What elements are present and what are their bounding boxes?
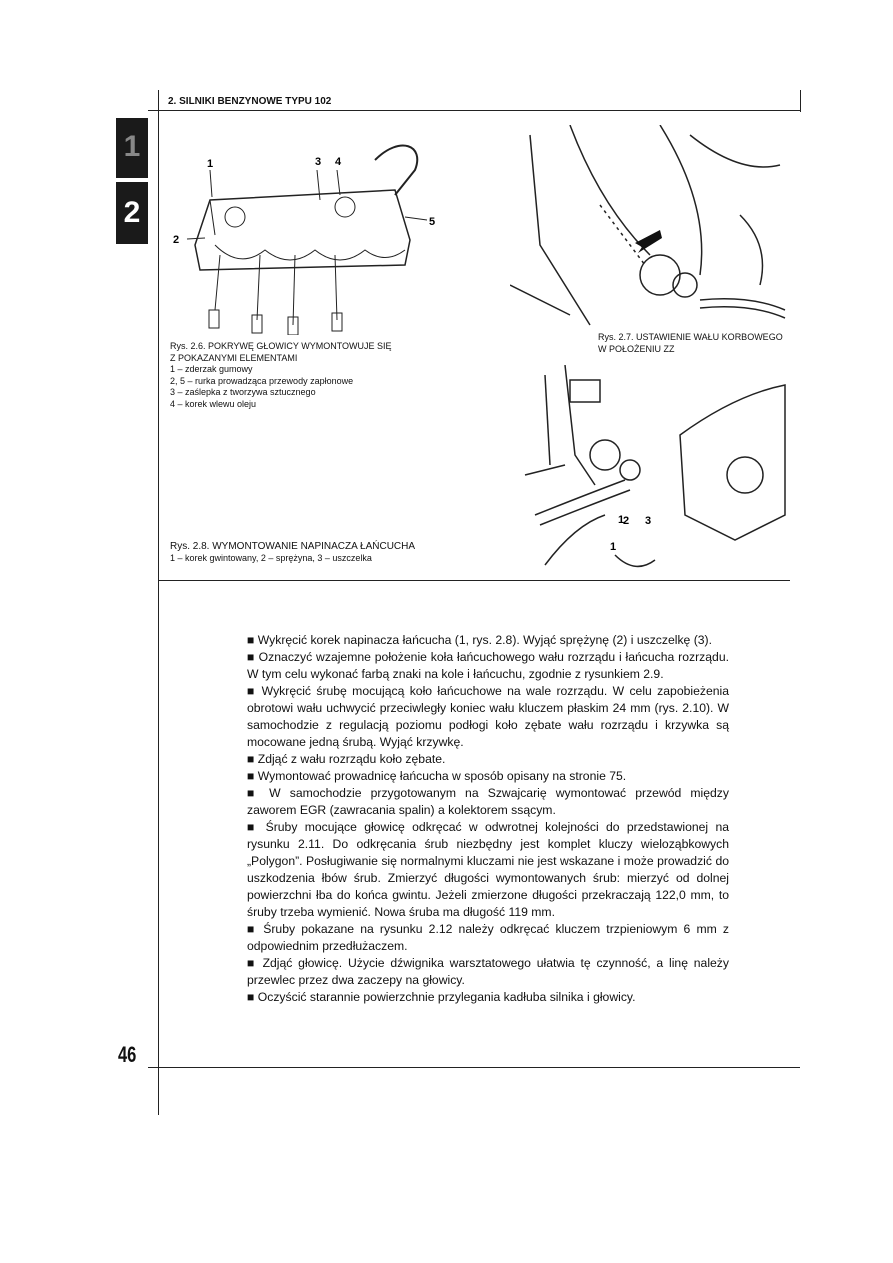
caption-legend-item: 3 – zaślepka z tworzywa sztucznego: [170, 387, 316, 397]
header-rule: [148, 110, 800, 111]
fig-label: 1: [207, 158, 214, 170]
instruction-paragraph: ■ Zdjąć z wału rozrządu koło zębate.: [247, 752, 446, 766]
figure-2-6-caption: [170, 341, 392, 410]
instruction-paragraph: ■ Śruby pokazane na rysunku 2.12 należy odkręcać kluczem trzpieniowym 6 mm z odpowiednim przedłużaczem.: [247, 922, 729, 953]
caption-legend-item: 4 – korek wlewu oleju: [170, 398, 257, 409]
header-right-tick: [800, 90, 801, 112]
left-margin-line: [158, 90, 159, 1115]
instruction-paragraph: ■ W samochodzie przygotowanym na Szwajcarię wymontować przewód między zaworem EGR (zawracania spalin) a kolektorem ssącym.: [247, 786, 729, 817]
caption-title: Rys. 2.8. WYMONTOWANIE NAPINACZA ŁAŃCUCHA: [170, 541, 416, 552]
chapter-tab-1: 1: [116, 118, 148, 178]
chapter-tab-2: 2: [116, 182, 148, 244]
fig-label: 4: [335, 156, 342, 168]
section-divider: [158, 580, 790, 581]
caption-legend-item: 2, 5 – rurka prowadząca przewody zapłonowe: [170, 375, 354, 386]
caption-title: W POŁOŻENIU ZZ: [598, 343, 675, 354]
figure-2-7-caption: [598, 332, 783, 355]
instruction-paragraph: ■ Śruby mocujące głowicę odkręcać w odwrotnej kolejności do przedstawionej na rysunku 2.11. Do odkręcania śrub niezbędny jest komplet kluczy wieloząbkowych „Polygon”. Posługiwanie się normalnymi kluczami nie jest wskazane i może prowadzić do uszkodzenia łbów śrub. Zmierzyć długości wymontowanych śrub: mierzyć od dolnej powierzchni łba do końca gwintu. Jeżeli zmierzone długości przekraczają 122,0 mm, to śruby trzeba wymienić. Nowa śruba ma długość 119 mm.: [247, 820, 729, 919]
instruction-paragraph: ■ Oznaczyć wzajemne położenie koła łańcuchowego wału rozrządu i łańcucha rozrządu. W tym celu wykonać farbą znaki na kole i łańcuchu, zgodnie z rysunkiem 2.9.: [247, 650, 729, 681]
fig-label: 3: [645, 515, 652, 527]
instruction-paragraph: ■ Zdjąć głowicę. Użycie dźwignika warsztatowego ułatwia tę czynność, a linę należy przewlec przez dwa zaczepy na głowicy.: [247, 956, 729, 987]
fig-label: 2: [623, 515, 630, 527]
chapter-header: 2. SILNIKI BENZYNOWE TYPU 102: [168, 96, 332, 107]
instruction-paragraph: ■ Oczyścić starannie powierzchnie przylegania kadłuba silnika i głowicy.: [247, 990, 636, 1004]
caption-title: Z POKAZANYMI ELEMENTAMI: [170, 352, 298, 363]
instruction-paragraph: ■ Wykręcić korek napinacza łańcucha (1, rys. 2.8). Wyjąć sprężynę (2) i uszczelkę (3).: [247, 633, 713, 647]
fig-label: 1: [610, 541, 617, 553]
figure-2-8-tensioner-photo: [505, 365, 790, 580]
figure-2-8-caption: [170, 541, 415, 564]
caption-title: Rys. 2.6. POKRYWĘ GŁOWICY WYMONTOWUJE SIĘ: [170, 341, 392, 351]
figure-2-7-crankshaft-photo: [510, 125, 790, 330]
fig-label: 3: [315, 156, 322, 168]
instruction-paragraph: ■ Wykręcić śrubę mocującą koło łańcuchowe na wale rozrządu. W celu zapobieżenia obrotowi wału uchwycić przeciwległy koniec wału kluczem płaskim 24 mm (rys. 2.10). W samochodzie z regulacją poziomu podłogi koło zębate wału rozrządu i krzywka są mocowane jedną śrubą. Wyjąć krzywkę.: [247, 684, 729, 749]
fig-label: 5: [429, 216, 436, 228]
footer-rule: [148, 1067, 800, 1068]
page-number: 46: [118, 1042, 137, 1067]
fig-label: 2: [173, 234, 180, 246]
instruction-paragraph: ■ Wymontować prowadnicę łańcucha w sposób opisany na stronie 75.: [247, 769, 627, 783]
caption-legend-item: 1 – zderzak gumowy: [170, 364, 253, 374]
caption-title: Rys. 2.7. USTAWIENIE WAŁU KORBOWEGO: [598, 332, 783, 342]
caption-legend: 1 – korek gwintowany, 2 – sprężyna, 3 – uszczelka: [170, 552, 372, 563]
fig-label: 1: [618, 514, 625, 526]
figure-2-6-valve-cover: [165, 135, 455, 335]
body-text: [247, 632, 729, 1006]
